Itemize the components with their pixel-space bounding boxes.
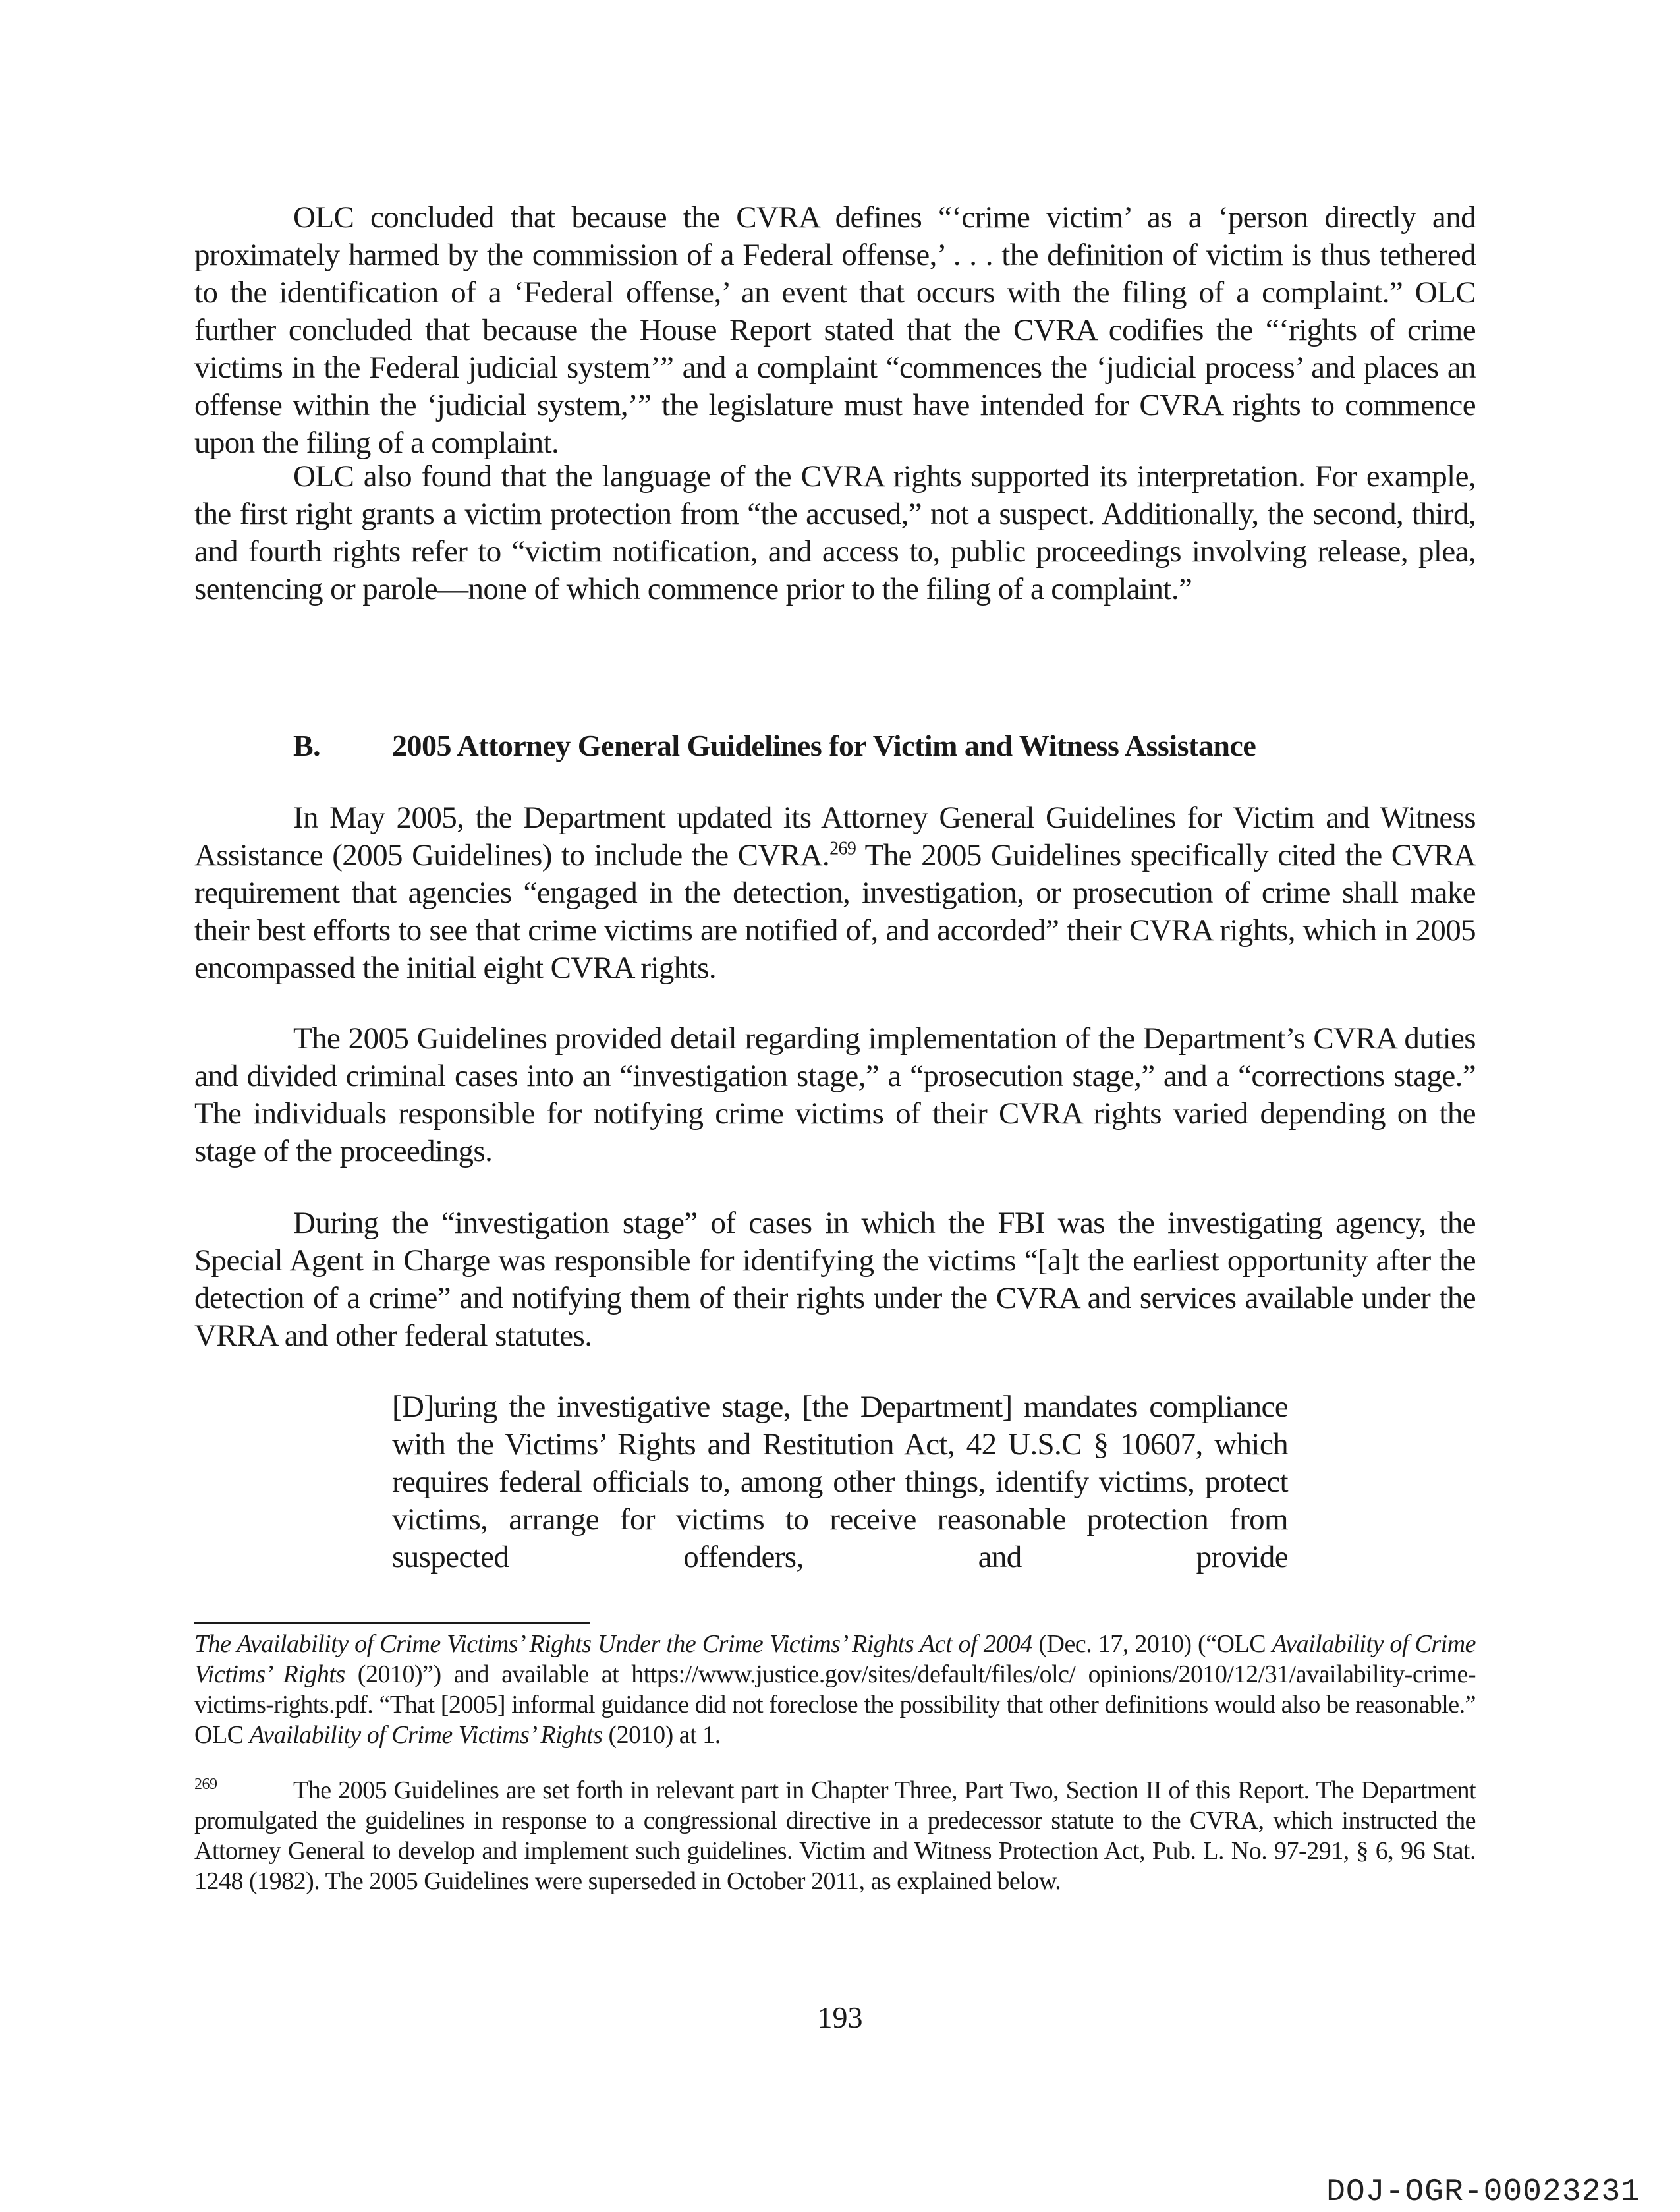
section-title: 2005 Attorney General Guidelines for Victim and Witness Assistance [392, 729, 1256, 762]
section-letter: B. [293, 729, 321, 762]
block-quote: [D]uring the investigative stage, [the Department] mandates compliance with the Victims’ Rights and Restitution Act, 42 U.S.C § 10607, which requires federal officials to, among other things, identify victims, protect victims, arrange for victims to receive reasonable protection from suspected offenders, and provide [392, 1390, 1288, 1574]
footnote-ref-269[interactable]: 269 [829, 838, 856, 859]
paragraph-2005-guidelines-detail: The 2005 Guidelines provided detail regarding implementation of the Department’s CVRA duties and divided criminal cases into an “investigation stage,” a “prosecution stage,” and a “corrections stage.” The individuals responsible for notifying crime victims of their CVRA rights varied depending on the stage of the proceedings. [194, 1021, 1476, 1168]
footnote-separator [194, 1622, 590, 1624]
paragraph-olc-concluded: OLC concluded that because the CVRA defines “‘crime victim’ as a ‘person directly and proximately harmed by the commission of a Federal offense,’ . . . the definition of victim is thus tethered to the identification of a ‘Federal offense,’ an event that occurs with the filing of a complaint.” OLC further concluded that because the House Report stated that the CVRA codifies the “‘rights of crime victims in the Federal judicial system’” and a complaint “commences the ‘judicial process’ and places an offense within the ‘judicial system,’” the legislature must have intended for CVRA rights to commence upon the filing of a complaint. [194, 200, 1476, 460]
paragraph-investigation-stage: During the “investigation stage” of cases in which the FBI was the investigating agency, the Special Agent in Charge was responsible for identifying the victims “[a]t the earliest opportunity after the detection of a crime” and notifying them of their rights under the CVRA and services available under the VRRA and other federal statutes. [194, 1206, 1476, 1353]
page-number: 193 [817, 2000, 863, 2034]
footnote-269: 269 The 2005 Guidelines are set forth in relevant part in Chapter Three, Part Two, Section II of this Report. The Department promulgated the guidelines in response to a congressional directive in a predecessor statute to the CVRA, which instructed the Attorney General to develop and implement such guidelines. Victim and Witness Protection Act, Pub. L. No. 97-291, § 6, 96 Stat. 1248 (1982). The 2005 Guidelines were superseded in October 2011, as explained below. [194, 1776, 1476, 1895]
bates-stamp: DOJ-OGR-00023231 [1326, 2174, 1640, 2210]
paragraph-olc-also-found: OLC also found that the language of the CVRA rights supported its interpretation. For example, the first right grants a victim protection from “the accused,” not a suspect. Additionally, the second, third, and fourth rights refer to “victim notification, and access to, public proceedings involving release, plea, sentencing or parole—none of which commence prior to the filing of a complaint.” [194, 459, 1476, 606]
section-heading [293, 727, 1256, 764]
footnote-continued: The Availability of Crime Victims’ Rights Under the Crime Victims’ Rights Act of 2004 (Dec. 17, 2010) (“OLC Availability of Crime Victims’ Rights (2010)”) and available at https://www.justice.gov/sites/default/files/olc/ opinions/2010/12/31/availability-crime-victims-rights.pdf. “That [2005] informal guidance did not foreclose the possibility that other definitions would also be reasonable.” OLC Availability of Crime Victims’ Rights (2010) at 1. [194, 1630, 1476, 1749]
paragraph-may-2005: In May 2005, the Department updated its Attorney General Guidelines for Victim and Witness Assistance (2005 Guidelines) to include the CVRA.$^{269}$ The 2005 Guidelines specifically cited the CVRA requirement that agencies “engaged in the detection, investigation, or prosecution of crime shall make their best efforts to see that crime victims are notified of, and accorded” their CVRA rights, which in 2005 encompassed the initial eight CVRA rights. [194, 801, 1476, 985]
